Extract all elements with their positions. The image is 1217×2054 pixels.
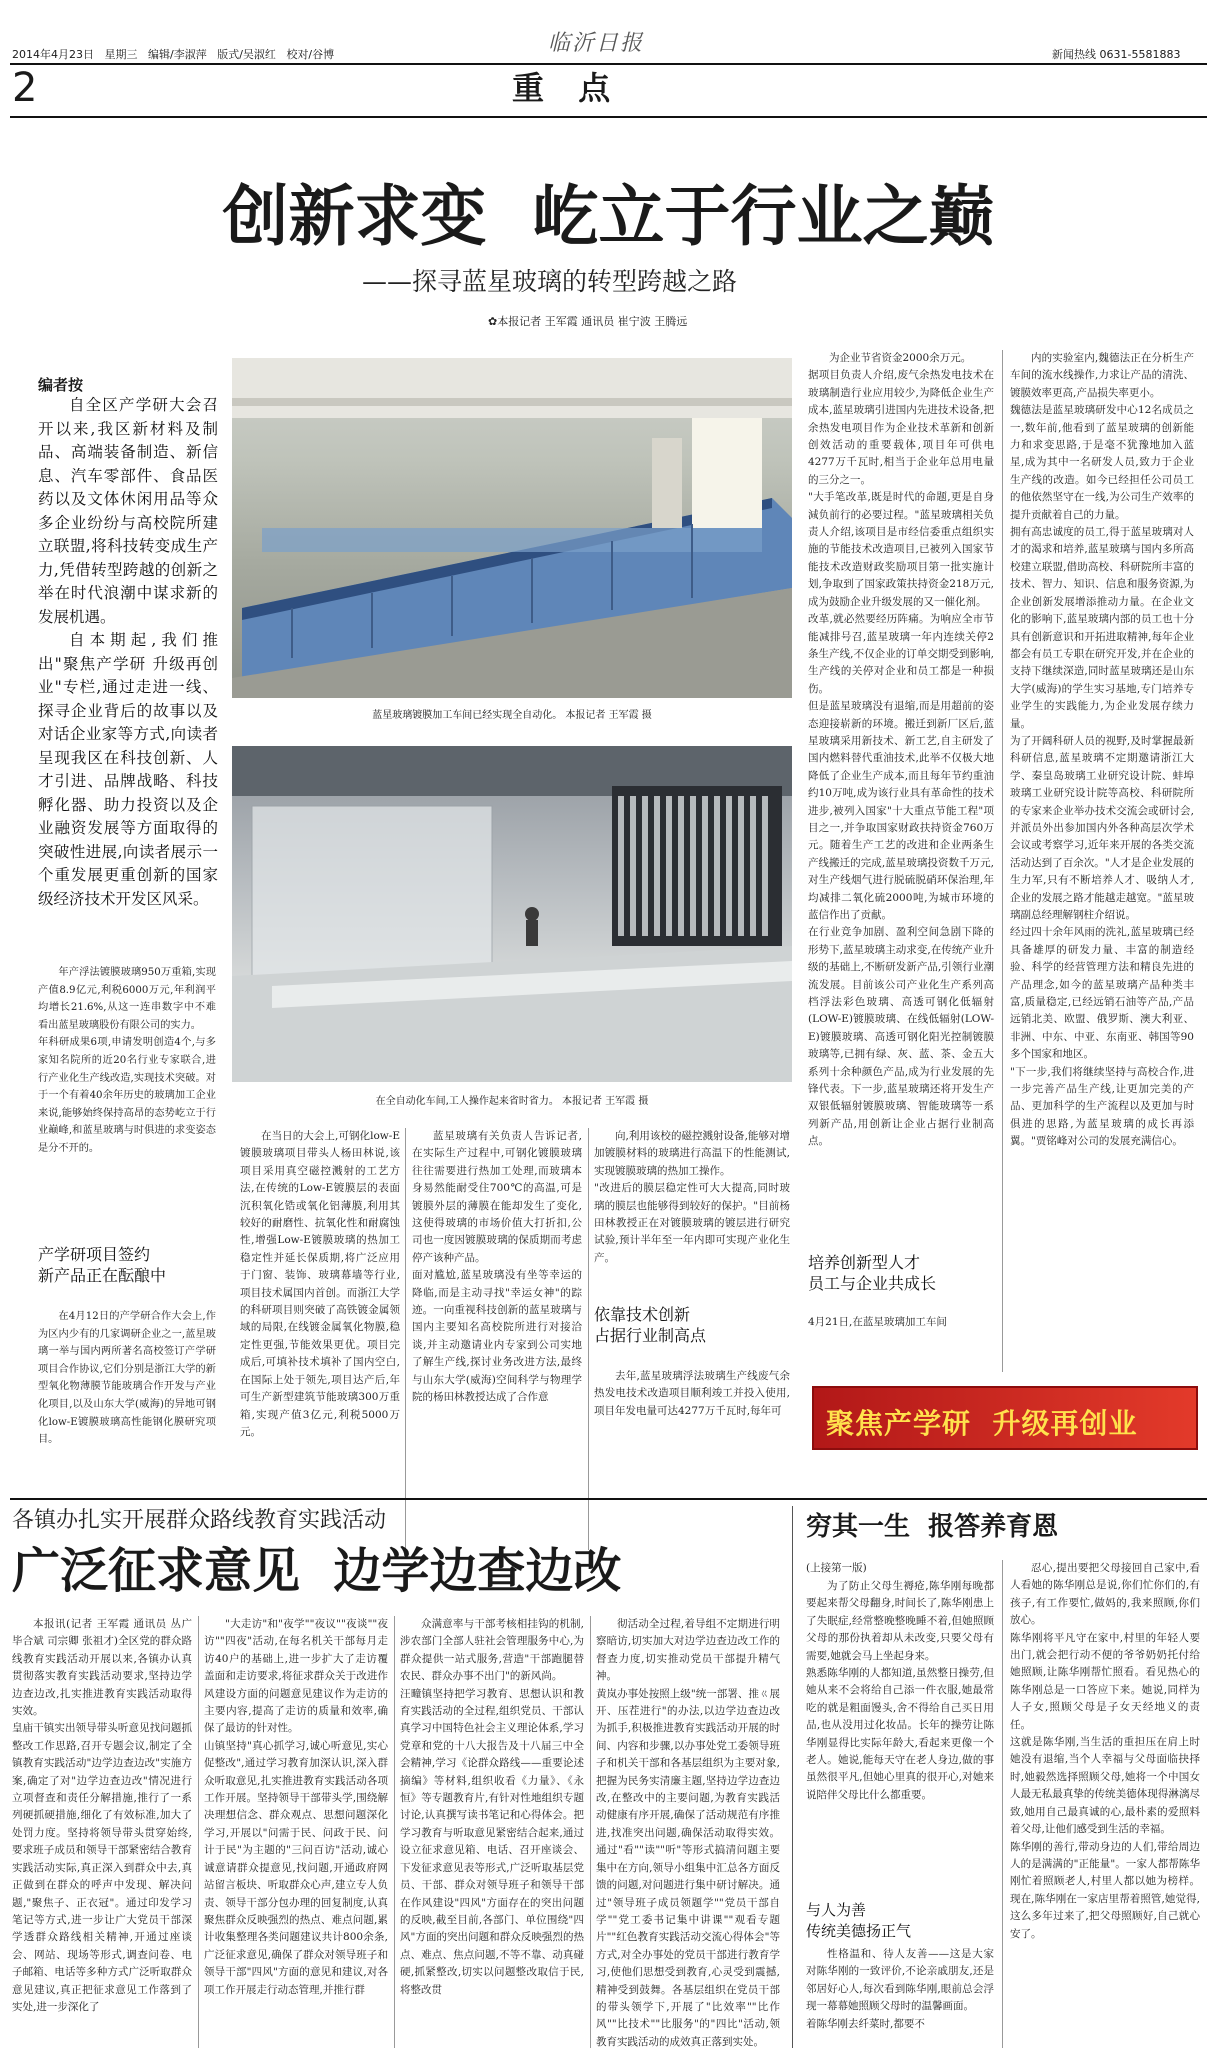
issue-date: 2014年4月23日 bbox=[12, 48, 94, 61]
paper-logo: 临沂日报 bbox=[548, 31, 645, 56]
article2-headline: 广泛征求意见 边学边查边改 bbox=[12, 1543, 622, 1599]
article3-column-1b: 性格温和、待人友善——这是大家对陈华刚的一致评价,不论亲戚朋友,还是邻居好心人,每次看到陈华刚,眼前总会浮现一幕幕她照顾父母时的温馨画面。 着陈华刚去纤菜时,都要不 bbox=[806, 1948, 994, 2030]
project-signing-text: 在4月12日的产学研合作大会上,作为区内少有的几家调研企业之一,蓝星玻璃一举与国内两所著名高校签订产学研项目合作协议,它们分别是浙江大学的新型氧化物薄膜节能玻璃合作开发与产业化项目,以及山东大学(威海)的异地可钢化low-E镀膜玻璃高性能钢化膜研究项目。 bbox=[38, 1311, 216, 1446]
column-banner bbox=[812, 1386, 1198, 1450]
main-subtitle: ——探寻蓝星玻璃的转型跨越之路 bbox=[362, 267, 738, 296]
photo-coating-workshop bbox=[232, 358, 792, 698]
article3-continued-note: (上接第一版) bbox=[806, 1562, 867, 1574]
heading-talent: 培养创新型人才 员工与企业共成长 bbox=[808, 1253, 937, 1293]
article2-column-3: 众满意率与干部考核相挂钩的机制,涉农部门全部人驻社会管理服务中心,为群众提供一站式服务,营造"干部跑腿替农民、群众办事不出门"的新风尚。 汪疃镇坚持把学习教育、思想认识和教育实践活动的全过程,组织党员、干部认真学习中国特色社会主义理论体系,学习党章和党的十八大报告及十八届三中全会精神,学习《论群众路线——重要论述摘编》等材料,组织收看《力量》、《永恒》等专题教育片,有针对性地组织专题讨论,认真撰写读书笔记和心得体会。把学习教育与听取意见紧密结合起来,通过设立征求意见箱、电话、召开座谈会、下发征求意见表等形式,广泛听取基层党员、干部、群众对领导班子和领导干部在作风建设"四风"方面存在的突出问题的反映,截至目前,各部门、单位围绕"四风"方面的突出问题和群众反映强烈的热点、难点、焦点问题,不等不靠、动真碰硬,抓紧整改,切实以问题整改取信于民,将整改贯 bbox=[400, 1618, 584, 1996]
article3-column-1: 为了防止父母生褥疮,陈华刚每晚都要起来帮父母翻身,时间长了,陈华刚患上了失眠症,经常整晚整晚睡不着,但她照顾父母的那份执着却从未改变,只要父母有需要,她就会马上坐起身来。 熟悉陈华刚的人都知道,虽然整日操劳,但她从来不会将给自己添一件衣服,她最常吃的就是粗面馒头,舍不得给自己买日用品,也从没用过化妆品。长年的操劳让陈华刚显得比实际年龄大,看起来更像一个老人。她说,能每天守在老人身边,做的事虽然很平凡,但她心里真的很开心,对她来说陪伴父母比什么都重要。 bbox=[806, 1580, 994, 1801]
photo2-caption: 在全自动化车间,工人操作起来省时省力。 本报记者 王军霞 摄 bbox=[375, 1096, 649, 1107]
editor-credit: 编辑/李淑萍 bbox=[148, 48, 207, 61]
column-banner-text: 聚焦产学研 升级再创业 bbox=[826, 1407, 1138, 1440]
column-c: 蓝星玻璃有关负责人告诉记者,在实际生产过程中,可钢化镀膜玻璃往往需要进行热加工处理,而玻璃本身易然能耐受住700℃的高温,可是镀膜外层的薄膜在能却发生了变化,这使得玻璃的市场价值大打折扣,公司也一度因镀膜玻璃的保质期而考虑停产该种产品。 面对尴尬,蓝星玻璃没有坐等幸运的降临,而是主动寻找"幸运女神"的踪迹。一向重视科技创新的蓝星玻璃与国内主要知名高校院所进行对接洽谈,并主动邀请业内专家到公司实地了解生产线,探讨业务改进方法,最终与山东大学(威海)空间科学与物理学院的杨田林教授达成了合作意 bbox=[412, 1130, 582, 1404]
column-d-top: 向,利用该校的磁控溅射设备,能够对增加镀膜材料的玻璃进行高温下的性能测试,实现镀膜玻璃的热加工操作。 "改进后的膜层稳定性可大大提高,同时玻璃的膜层也能够得到较好的保护。"目前杨田林教授正在对镀膜玻璃的镀层进行研究试验,预计半年至一年内即可实现产业化生产。 bbox=[594, 1130, 790, 1264]
news-hotline: 新闻热线 0631-5581883 bbox=[1052, 48, 1181, 61]
byline-mark-icon: ✿ bbox=[488, 315, 498, 328]
column-divider bbox=[1002, 350, 1003, 1372]
editor-note-paragraph-2: 自本期起,我们推出"聚焦产学研 升级再创业"专栏,通过走进一线、探寻企业背后的故事以及对话企业家等方式,向读者呈现我区在科技创新、人才引进、品牌战略、科技孵化器、助力投资以及企业融资发展等方面取得的突破性进展,向读者展示一个重发展更重创新的国家级经济技术开发区风采。 bbox=[38, 631, 218, 908]
article2-column-4: 彻活动全过程,着导组不定期进行明察暗访,切实加大对边学边查边改工作的督查力度,切实推动党员干部提升精气神。 黄岚办事处按照上级"统一部署、推ㄍ展开、压茬进行"的办法,以边学边查边改为抓手,积极推进教育实践活动开展的时间、内容和步骤,以办事处党工委领导班子和机关干部和各基层组织为主要对象,把握为民务实清廉主题,坚持边学边查边改,在整改中的主要问题,为教育实践活动健康有序开展,确保了活动规范有序推进,找准突出问题,确保活动取得实效。通过"看""读""听"等形式搞清问题主要集中在方向,领导小组集中汇总各方面反馈的问题,对问题进行集中研讨解决。通过"领导班子成员领题学""党员干部自学""党工委书记集中讲课""观看专题片""红色教育实践活动交流心得体会"等方式,对全办事处的党员干部进行教育学习,使他们思想受到教育,心灵受到震撼,精神受到鼓舞。各基层组织在党员干部的带头领学下,开展了"比效率""比作风""比技术""比服务"的"四比"活动,领教育实践活动的成效真正落到实处。 bbox=[596, 1618, 780, 2048]
article3-divider bbox=[792, 1506, 793, 2048]
weekday: 星期三 bbox=[104, 48, 138, 61]
photo1-caption: 蓝星玻璃镀膜加工车间已经实现全自动化。 本报记者 王军霞 摄 bbox=[372, 710, 652, 721]
masthead-info bbox=[12, 46, 334, 62]
photo-automated-workshop bbox=[232, 746, 792, 1082]
article-divider bbox=[10, 1498, 1207, 1500]
article2-kicker: 各镇办扎实开展群众路线教育实践活动 bbox=[12, 1508, 387, 1533]
article3-subheading: 与人为善 传统美德扬正气 bbox=[806, 1901, 912, 1940]
heading-project-signing: 产学研项目签约 新产品正在酝酿中 bbox=[38, 1245, 167, 1285]
column-divider bbox=[405, 1128, 406, 1550]
photo3-caption: 4月21日,在蓝星玻璃加工车间 bbox=[808, 1316, 947, 1328]
main-headline: 创新求变 屹立于行业之巅 bbox=[222, 177, 995, 255]
column-divider bbox=[1002, 1560, 1003, 2048]
column-divider bbox=[590, 1616, 591, 2048]
column-f: 内的实验室内,魏德法正在分析生产车间的流水线操作,力求让产品的清洗、镀膜效率更高,产品损失率更小。 魏德法是蓝星玻璃研发中心12名成员之一,数年前,他看到了蓝星玻璃的创新能力和求变思路,于是毫不犹豫地加入蓝星,成为其中一名研发人员,致力于企业生产线的改造。如今已经担任公司员工的他依然坚守在一线,为公司生产效率的提升贡献着自己的力量。 拥有高忠诚度的员工,得于蓝星玻璃对人才的渴求和培养,蓝星玻璃与国内多所高校建立联盟,借助高校、科研院所丰富的技术、智力、知识、信息和服务资源,为企业创新发展增添推动力量。在企业文化的影响下,蓝星玻璃内部的员工也十分具有创新意识和开拓进取精神,每年企业都会有员工专职在研究开发,并在企业的支持下继续深造,同时蓝星玻璃还是山东大学(威海)的学生实习基地,专门培养专业学生的实践能力,为企业发展存续力量。 为了开阔科研人员的视野,及时掌握最新科研信息,蓝星玻璃不定期邀请浙江大学、秦皇岛玻璃工业研究设计院、蚌埠玻璃工业研究设计院等高校、科研院所的专家来企业举办技术交流会或研讨会,并派员外出参加国内外各种高层次学术会议或考察学习,近年来开展的各类交流活动达到了百余次。"人才是企业发展的生力军,只有不断培养人才、吸纳人才,企业的发展之路才能越走越宽。"蓝星玻璃副总经理解钢柱介绍说。 经过四十余年风雨的洗礼,蓝星玻璃已经具备雄厚的研发力量、丰富的制造经验、科学的经营管理方法和精良先进的产品理念,如今的蓝星玻璃产品种类丰富,质量稳定,已经远销石油等产品,产品远销北美、欧盟、俄罗斯、澳大利亚、非洲、中东、中亚、东南亚、韩国等90多个国家和地区。 "下一步,我们将继续坚持与高校合作,进一步完善产品生产线,让更加完美的产品、更加科学的生产流程以及更加与时俱进的思路,为蓝星玻璃的成长再添翼。"贾铭峰对公司的发展充满信心。 bbox=[1010, 352, 1194, 1148]
column-divider bbox=[198, 1616, 199, 2048]
editor-note bbox=[38, 394, 218, 946]
layout-credit: 版式/吴淑红 bbox=[217, 48, 276, 61]
column-d-bottom: 去年,蓝星玻璃浮法玻璃生产线废气余热发电技术改造项目顺利竣工并投入使用,项目年发电量可达4277万千瓦时,每年可 bbox=[594, 1370, 790, 1417]
proof-credit: 校对/谷博 bbox=[286, 48, 335, 61]
workshop-illustration-2 bbox=[232, 746, 792, 1082]
article2-column-2: "大走访"和"夜学""夜议""夜谈""夜访""四夜"活动,在每名机关干部每月走访40户的基础上,进一步扩大了走访覆盖面和走访要求,将征求群众关于改进作风建设方面的问题意见建议作为走访的主要内容,提高了走访的质量和效率,确保了最访的针对性。 山镇坚持"真心抓学习,诚心听意见,实心促整改",通过学习教育加深认识,深入群众听取意见,扎实推进教育实践活动各项工作开展。坚持领导干部带头学,围绕解决理想信念、群众观点、思想问题深化学习,开展以"问需于民、问政于民、问计于民"为主题的"三问百访"活动,诚心诚意请群众提意见,找问题,开通政府网站留言板块、听取群众心声,建立专人负责、领导干部分包办理的回复制度,认真聚焦群众反映强烈的热点、难点问题,累计收集整理各类问题建议共计800余条,广泛征求意见,确保了群众对领导班子和领导干部"四风"方面的意见和建议,对各项工作开展走行动态管理,并推行群 bbox=[204, 1618, 388, 1996]
main-byline: ✿本报记者 王军霞 通讯员 崔宁波 王腾远 bbox=[488, 315, 688, 328]
column-divider bbox=[394, 1616, 395, 2048]
editor-note-paragraph-1: 自全区产学研大会召开以来,我区新材料及制品、高端装备制造、新信息、汽车零部件、食品医药以及文体休闲用品等众多企业纷纷与高校院所建立联盟,将科技转变成生产力,凭借转型跨越的创新之举在时代浪潮中谋求新的发展机遇。 bbox=[38, 396, 218, 626]
section-rule bbox=[10, 116, 1207, 118]
column-b: 在当日的大会上,可钢化low-E镀膜玻璃项目带头人杨田林说,该项目采用真空磁控溅射的工艺方法,在传统的Low-E镀膜层的表面沉积氧化锆或氧化铝薄膜,利用其较好的耐磨性、抗氧化性和耐腐蚀性,增强Low-E镀膜玻璃的热加工稳定性并延长保质期,将广泛应用于门窗、装饰、玻璃幕墙等行业,项目技术属国内首创。而浙江大学的科研项目则突破了高铁镀金属领域的局限,在线镀金属氧化物膜,稳定性更强,节能效果更优。项目完成后,可填补技术填补了国内空白,在国际上处于领先,项目达产后,年可生产新型建筑节能玻璃300万重箱,实现产值3亿元,利税5000万元。 bbox=[240, 1130, 400, 1438]
article2-column-1: 本报讯(记者 王军霞 通讯员 丛广 毕合斌 司宗卿 张祖才)全区党的群众路线教育实践活动开展以来,各镇办认真贯彻落实教育实践活动要求,坚持边学边查边改,扎实推进教育实践活动取得实效。 皇庙干镇实出领导带头听意见找问题抓整改工作思路,召开专题会议,制定了全镇教育实践活动"边学边查边改"实施方案,确定了对"边学边查边改"情况进行立项督查和责任分解措施,推行了一系列硬抓硬措施,细化了有效标准,加大了处罚力度。坚持将领导带头贯穿始终,要求班子成员和领导干部紧密结合教育实践活动实际,真正深入到群众中去,真正做到在群众的呼声中发现、解决问题,"聚焦子、正衣冠"。通过印发学习笔记等方式,进一步让广大党员干部深学透群众路线相关精神,开通过座谈会、网站、现场等形式,调查问卷、电子邮箱、电话等多种方式广泛听取群众意见建议,真正把征求意见工作落到了实处,进一步深化了 bbox=[12, 1618, 192, 2013]
column-divider bbox=[588, 1128, 589, 1550]
article3-headline: 穷其一生 报答养育恩 bbox=[806, 1512, 1059, 1542]
masthead-rule bbox=[10, 63, 1207, 65]
column-e: 为企业节省资金2000余万元。 据项目负责人介绍,废气余热发电技术在玻璃制造行业应用较少,为降低企业生产成本,蓝星玻璃引进国内先进技术设备,把余热发电项目作为企业技术革新和创新创效活动的重要载体,项目年可供电4277万千瓦时,相当于企业年总用电量的三分之一。 "大手笔改革,既是时代的命题,更是自身減负前行的必要过程。"蓝星玻璃相关负责人介绍,该项目是市经信委重点组织实施的节能技术改造项目,已被列入国家节能技术改造财政奖励项目第一批实施计划,争取到了国家政策扶持资金218万元,成为鼓励企业升级发展的又一催化剂。 改革,就必然要经历阵痛。为响应全市节能减排号召,蓝星玻璃一年内连续关停2条生产线,不仅企业的订单交期受到影响,生产线的关停对企业和员工都是一种损伤。 但是蓝星玻璃没有退缩,而是用超前的姿态迎接崭新的环境。搬迁到新厂区后,蓝星玻璃采用新技术、新工艺,自主研发了国内燃料替代重油技术,此举不仅极大地降低了企业生产成本,而且每年节约重油约10万吨,成为该行业具有革命性的技术进步,被列入国家"十大重点节能工程"项目之一,并争取国家财政扶持资金760万元。随着生产工艺的改进和企业两条生产线搬迁的完成,蓝星玻璃投资数千万元,对生产线烟气进行脱硫脱硝环保治理,年均减排二氧化硫2000吨,为城市环境的蓝信作出了贡献。 在行业竞争加剧、盈利空间急剧下降的形势下,蓝星玻璃主动求变,在传统产业升级的基础上,不断研发新产品,引领行业潮流发展。目前该公司产业化生产系列高档浮法彩色玻璃、高透可钢化低辐射(LOW-E)镀膜玻璃、在线低辐射(LOW-E)镀膜玻璃、高透可钢化阳光控制镀膜玻璃等,已拥有绿、灰、蓝、茶、金五大系列十余种颜色产品,成为行业发展的先锋代表。下一步,蓝星玻璃还将开发生产双银低辐射镀膜玻璃、智能玻璃等一系列新产品,用创新让企业占据行业制高点。 bbox=[808, 352, 994, 1148]
intro-facts: 年产浮法镀膜玻璃950万重箱,实现产值8.9亿元,利税6000万元,年利润平均增长21.6%,从这一连串数字中不难看出蓝星玻璃股份有限公司的实力。 年科研成果6项,申请发明创造4个,与多家知名院所的近20名行业专家联合,进行产业化生产线改造,实现技术突破。对于一个有着40余年历史的玻璃加工企业来说,能够始终保持高昂的态势屹立于行业巅峰,和蓝星玻璃与时俱进的求变姿态是分不开的。 bbox=[38, 967, 216, 1154]
heading-tech-innovation: 依靠技术创新 占据行业制高点 bbox=[594, 1305, 707, 1345]
section-title: 重 点 bbox=[512, 69, 615, 107]
workshop-illustration bbox=[232, 358, 792, 698]
page-number: 2 bbox=[12, 65, 38, 111]
editor-note-label: 编者按 bbox=[38, 376, 84, 394]
article3-column-2: 忍心,提出要把父母接回自己家中,看人看她的陈华刚总是说,你们忙你们的,有孩子,有工作要忙,做妈的,我来照顾,你们放心。 陈华刚将平凡守在家中,村里的年轻人要出门,就会把行动不便的爷爷奶奶托付给她照顾,让陈华刚帮忙照看。看见热心的陈华刚总是一口答应下来。她说,同样为人子女,照顾父母是子女天经地义的责任。 这就是陈华刚,当生活的重担压在肩上时她没有退缩,当个人幸福与父母面临抉择时,她毅然选择照顾父母,她将一个中国女人最无私最真挚的传统美德体现得淋漓尽致,她用自己最真诚的心,最朴素的爱照料着父母,让他们感受到生活的幸福。 陈华刚的善行,带动身边的人们,带给周边人的是满满的"正能量"。一家人都帮陈华刚忙着照顾老人,村里人都以她为榜样。现在,陈华刚在一家店里帮着照管,她觉得,这么多年过来了,把父母照顾好,自己就心安了。 bbox=[1010, 1562, 1200, 1940]
